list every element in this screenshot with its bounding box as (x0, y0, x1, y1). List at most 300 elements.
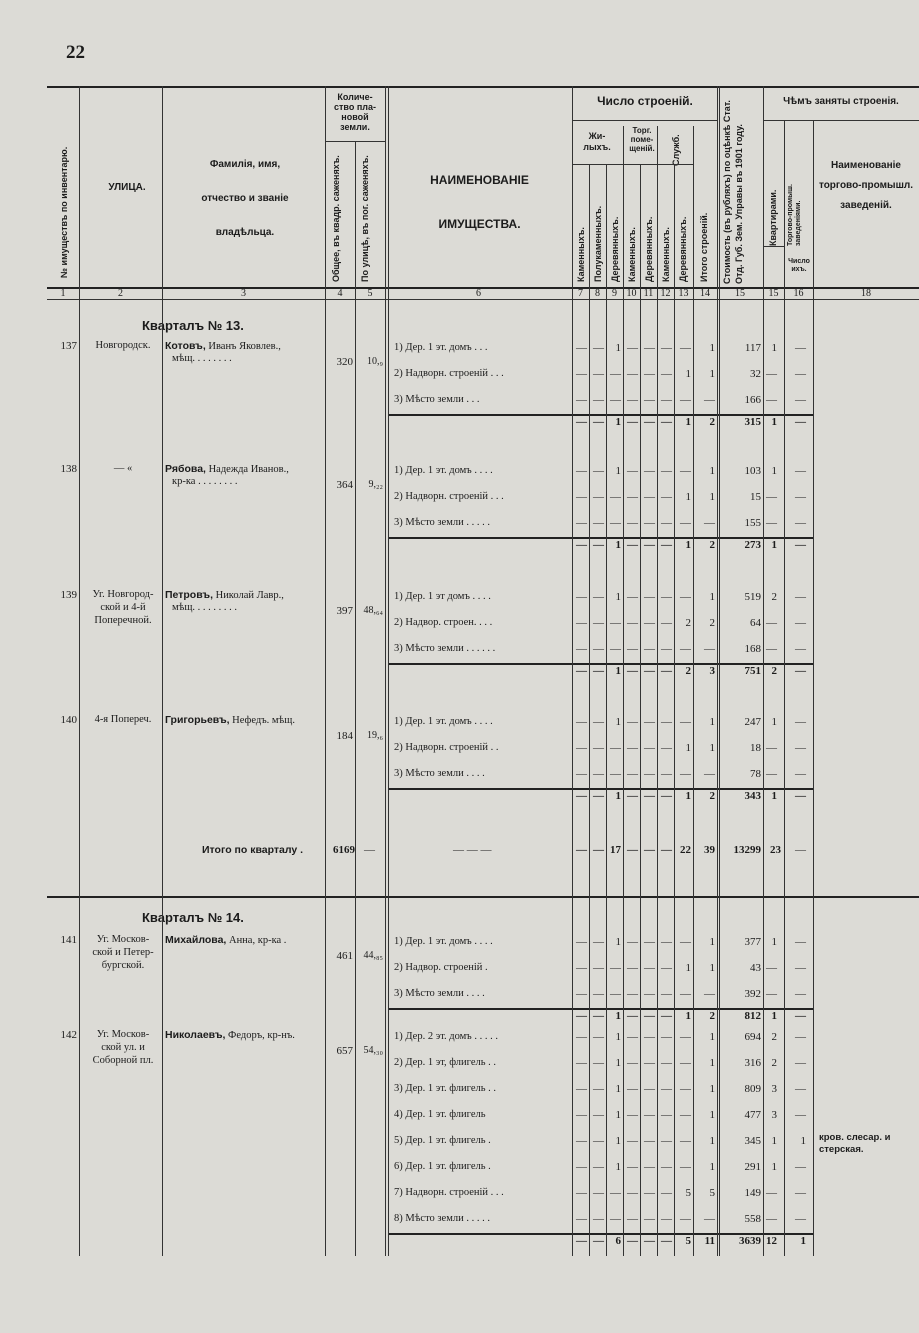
trade-count: — (795, 394, 806, 406)
building-count-cell: — (627, 1057, 638, 1069)
apartments-count: 1 (771, 716, 777, 728)
building-count-cell: — (627, 988, 638, 1000)
property-item-name: 2) Надвор. строен. . . . (394, 617, 493, 628)
trade-subtotal: — (795, 665, 806, 677)
building-count-cell: — (576, 517, 587, 529)
trade-count: — (795, 988, 806, 1000)
building-count-cell: — (610, 768, 621, 780)
cost-value: 247 (744, 716, 761, 728)
owner-rank: кр-ка . . . . . . . . (172, 476, 238, 487)
cost-value: 377 (744, 936, 761, 948)
trade-count: — (795, 1187, 806, 1199)
cost-value: 558 (744, 1213, 761, 1225)
building-count-cell: — (627, 491, 638, 503)
building-count-cell: — (644, 790, 655, 802)
trade-count: — (795, 768, 806, 780)
trade-count: — (795, 1161, 806, 1173)
building-count-cell: — (627, 1213, 638, 1225)
col13-header: Деревянныхъ. (678, 216, 688, 282)
property-item-name: 4) Дер. 1 эт. флигель (394, 1109, 486, 1120)
col-street-front-header: По улицѣ, въ пог. саженяхъ. (360, 155, 370, 282)
building-count-cell: — (644, 643, 655, 655)
building-count-cell: — (661, 491, 672, 503)
building-count-cell: 5 (685, 1187, 691, 1199)
cost-subtotal: 315 (744, 416, 761, 428)
apartments-count: — (766, 643, 777, 655)
building-count-cell: 2 (709, 539, 715, 551)
street-name: Поперечной. (94, 615, 152, 626)
building-count-cell: 1 (709, 962, 715, 974)
building-count-cell: — (680, 1031, 691, 1043)
trade-count: — (795, 1083, 806, 1095)
building-count-cell: — (610, 491, 621, 503)
street-name: — « (113, 463, 133, 474)
land-group-header: Количе- ство пла- новой земли. (334, 92, 376, 132)
cost-value: 519 (744, 591, 761, 603)
trade-count: — (795, 465, 806, 477)
building-count-cell: — (661, 1057, 672, 1069)
property-item-name: 2) Надворн. строеній . . . (394, 368, 504, 379)
property-item-name: 1) Дер. 1 эт. домъ . . . (394, 342, 488, 353)
building-count-cell: — (627, 517, 638, 529)
building-count-cell: — (661, 539, 672, 551)
col15-header: Стоимость (въ рубляхъ) по оцѣнкѣ Стат. Отд. Губ. Зем. Управы въ 1901 году. (722, 100, 744, 284)
building-count-cell: — (644, 416, 655, 428)
building-count-cell: — (661, 1213, 672, 1225)
property-item-name: 1) Дер. 1 эт. домъ . . . . (394, 936, 493, 947)
building-count-cell: 2 (685, 617, 691, 629)
cost-value: 117 (744, 342, 761, 354)
apartments-count: 2 (771, 591, 777, 603)
cost-subtotal: 343 (744, 790, 761, 802)
building-count-cell: — (661, 465, 672, 477)
owner-given-names: Николай Лавр., (212, 590, 284, 601)
apartments-count: — (766, 368, 777, 380)
street-front: 54,₃₀ (363, 1045, 383, 1056)
apartments-count: — (766, 768, 777, 780)
cost-subtotal: 812 (744, 1010, 761, 1022)
quarter-total-label: Итого по кварталу . (202, 844, 304, 856)
total-area: 184 (336, 730, 353, 742)
building-count-cell: 2 (709, 617, 715, 629)
trade-subtotal: — (795, 790, 806, 802)
owner-name (165, 340, 281, 352)
building-count-cell: — (576, 716, 587, 728)
trade-count: — (795, 1031, 806, 1043)
building-count-cell: — (593, 844, 604, 856)
building-count-cell: — (661, 1109, 672, 1121)
building-count-cell: — (627, 962, 638, 974)
building-count-cell: — (593, 936, 604, 948)
cost-value: 316 (744, 1057, 761, 1069)
building-count-cell: — (661, 936, 672, 948)
building-count-cell: — (627, 665, 638, 677)
building-count-cell: — (627, 342, 638, 354)
building-count-cell: — (576, 665, 587, 677)
column-number: 4 (337, 288, 343, 299)
apartments-subtotal: 1 (771, 416, 777, 428)
owner-surname: Михайлова, (165, 934, 227, 946)
building-count-cell: 39 (704, 844, 715, 856)
building-count-cell: 5 (685, 1235, 691, 1247)
inventory-number: 137 (60, 340, 77, 352)
building-count-cell: 5 (709, 1187, 715, 1199)
cost-subtotal: 273 (744, 539, 761, 551)
building-count-cell: — (610, 394, 621, 406)
building-count-cell: — (576, 790, 587, 802)
building-count-cell: — (644, 1031, 655, 1043)
building-count-cell: — (627, 1109, 638, 1121)
street-name: Уг. Новгород- (92, 589, 154, 600)
building-count-cell: 1 (615, 539, 621, 551)
building-count-cell: — (644, 539, 655, 551)
street-front: 10,₉ (367, 356, 383, 367)
building-count-cell: — (593, 790, 604, 802)
building-count-cell: — (644, 1010, 655, 1022)
building-count-cell: — (704, 988, 715, 1000)
occupied-group-header: Чѣмъ заняты строенія. (783, 96, 899, 107)
col18-header: Наименованіе торгово-промышл. заведеній. (818, 160, 914, 211)
building-count-cell: — (680, 936, 691, 948)
building-count-cell: — (610, 988, 621, 1000)
building-count-cell: — (576, 368, 587, 380)
column-number: 15 (735, 288, 745, 299)
building-count-cell: — (627, 1161, 638, 1173)
building-count-cell: 1 (709, 742, 715, 754)
building-count-cell: — (627, 936, 638, 948)
building-count-cell: 1 (615, 936, 621, 948)
owner-name (165, 714, 295, 726)
column-number: 1 (60, 288, 66, 299)
buildings-group-header: Число строеній. (597, 94, 693, 108)
building-count-cell: 1 (615, 1031, 621, 1043)
trade-subtotal: — (795, 416, 806, 428)
building-count-cell: — (680, 716, 691, 728)
building-count-cell: — (610, 643, 621, 655)
owner-surname: Григорьевъ, (165, 714, 230, 726)
trade-count: — (795, 617, 806, 629)
property-item-name: 1) Дер. 2 эт. домъ . . . . . (394, 1031, 498, 1042)
column-number: 13 (678, 288, 689, 299)
street-name: Соборной пл. (92, 1055, 154, 1066)
owner-name (165, 1029, 295, 1041)
building-count-cell: — (661, 1135, 672, 1147)
building-count-cell: — (661, 517, 672, 529)
apartments-count: 2 (771, 1031, 777, 1043)
apartments-count: — (766, 517, 777, 529)
inventory-number: 139 (60, 589, 77, 601)
building-count-cell: — (627, 1083, 638, 1095)
building-count-cell: 1 (709, 1083, 715, 1095)
col16a-header: Квартирами. (768, 189, 778, 246)
building-count-cell: — (576, 465, 587, 477)
building-count-cell: 2 (709, 1010, 715, 1022)
building-count-cell: — (576, 1213, 587, 1225)
building-count-cell: — (661, 1010, 672, 1022)
apartments-count: — (766, 491, 777, 503)
building-count-cell: — (627, 1187, 638, 1199)
column-number: 11 (643, 288, 654, 299)
building-count-cell: — (627, 394, 638, 406)
building-count-cell: — (627, 591, 638, 603)
cost-value: 694 (744, 1031, 761, 1043)
building-count-cell: — (627, 1031, 638, 1043)
building-count-cell: 1 (685, 790, 691, 802)
total-area: 397 (336, 605, 353, 617)
building-count-cell: — (627, 790, 638, 802)
building-count-cell: — (704, 768, 715, 780)
building-count-cell: 1 (709, 591, 715, 603)
building-count-cell: — (576, 936, 587, 948)
owner-name (165, 934, 286, 946)
cost-value: 32 (750, 368, 761, 380)
building-count-cell: — (704, 517, 715, 529)
building-count-cell: 1 (709, 1135, 715, 1147)
building-count-cell: — (593, 716, 604, 728)
cost-value: 166 (744, 394, 761, 406)
building-count-cell: — (593, 368, 604, 380)
building-count-cell: — (644, 394, 655, 406)
owner-given-names: Иванъ Яковлев., (205, 341, 281, 352)
building-count-cell: — (661, 716, 672, 728)
building-count-cell: — (644, 742, 655, 754)
property-item-name: 7) Надворн. строеній . . . (394, 1187, 504, 1198)
property-item-name: 2) Надворн. строеній . . (394, 742, 499, 753)
building-count-cell: — (576, 988, 587, 1000)
building-count-cell: — (576, 617, 587, 629)
building-count-cell: 1 (685, 539, 691, 551)
building-count-cell: — (644, 1109, 655, 1121)
building-count-cell: — (593, 988, 604, 1000)
building-count-cell: 1 (615, 465, 621, 477)
trade-count: — (795, 742, 806, 754)
building-count-cell: 1 (709, 465, 715, 477)
apartments-count: — (766, 1213, 777, 1225)
col12-header: Каменныхъ. (661, 227, 671, 282)
street-name: Уг. Москов- (96, 1029, 150, 1040)
cost-value: 78 (750, 768, 761, 780)
building-count-cell: — (610, 368, 621, 380)
property-item-name: 8) Мѣсто земли . . . . . (394, 1213, 490, 1224)
property-item-name: 1) Дер. 1 эт. домъ . . . . (394, 716, 493, 727)
quarter-14-heading: Кварталъ № 14. (142, 910, 244, 925)
trade-header: Торг. поме- щеній. (629, 126, 655, 153)
total-area: 320 (336, 356, 353, 368)
building-count-cell: 1 (709, 1161, 715, 1173)
col8-header: Полукаменныхъ. (593, 205, 603, 282)
building-count-cell: — (593, 962, 604, 974)
building-count-cell: 17 (610, 844, 621, 856)
building-count-cell: — (644, 665, 655, 677)
building-count-cell: 1 (709, 342, 715, 354)
column-number: 10 (626, 288, 637, 299)
building-count-cell: — (644, 1083, 655, 1095)
apartments-count: 2 (771, 1057, 777, 1069)
building-count-cell: — (593, 491, 604, 503)
building-count-cell: — (576, 1010, 587, 1022)
quarter-13-heading: Кварталъ № 13. (142, 318, 244, 333)
apartments-count: 1 (771, 465, 777, 477)
building-count-cell: 2 (709, 416, 715, 428)
building-count-cell: — (680, 465, 691, 477)
street-front: 44,₈₅ (363, 950, 383, 961)
property-item-name: 2) Дер. 1 эт, флигель . . (394, 1057, 497, 1068)
column-number: 9 (612, 288, 617, 299)
street-name: Новгородск. (95, 340, 151, 351)
building-count-cell: 1 (709, 368, 715, 380)
col10-header: Каменныхъ. (627, 227, 637, 282)
apartments-subtotal: 2 (771, 665, 777, 677)
property-item-name: 2) Надворн. строеній . . . (394, 491, 504, 502)
building-count-cell: — (661, 844, 672, 856)
building-count-cell: — (644, 1161, 655, 1173)
building-count-cell: — (627, 1010, 638, 1022)
building-count-cell: — (644, 591, 655, 603)
building-count-cell: — (680, 394, 691, 406)
building-count-cell: — (661, 591, 672, 603)
building-count-cell: — (644, 491, 655, 503)
building-count-cell: — (593, 742, 604, 754)
building-count-cell: — (576, 591, 587, 603)
building-count-cell: — (644, 342, 655, 354)
building-count-cell: — (576, 416, 587, 428)
col14-header: Итого строеній. (699, 212, 709, 282)
building-count-cell: — (576, 491, 587, 503)
building-count-cell: — (704, 394, 715, 406)
building-count-cell: 1 (685, 368, 691, 380)
apartments-subtotal: 1 (771, 539, 777, 551)
building-count-cell: 2 (685, 665, 691, 677)
street-name: Уг. Москов- (96, 934, 150, 945)
building-count-cell: 11 (704, 1235, 715, 1247)
owner-given-names: Федоръ, кр-нъ. (225, 1030, 295, 1041)
building-count-cell: — (627, 768, 638, 780)
quarter-total-trade: — (795, 844, 806, 856)
building-count-cell: — (627, 416, 638, 428)
building-count-cell: 1 (685, 1010, 691, 1022)
cost-value: 291 (744, 1161, 761, 1173)
building-count-cell: 2 (709, 790, 715, 802)
trade-subtotal: — (795, 1010, 806, 1022)
owner-rank: мѣщ. . . . . . . . (172, 353, 232, 364)
trade-count: — (795, 643, 806, 655)
building-count-cell: 1 (615, 1083, 621, 1095)
building-count-cell: — (576, 1083, 587, 1095)
building-count-cell: — (593, 1161, 604, 1173)
total-area: 364 (336, 479, 353, 491)
property-item-name: 6) Дер. 1 эт. флигель . (394, 1161, 491, 1172)
trade-count: — (795, 716, 806, 728)
building-count-cell: — (680, 1213, 691, 1225)
owner-surname: Котовъ, (165, 340, 206, 352)
col-inventory-number-header: № имуществъ по инвентарю. (59, 146, 69, 278)
building-count-cell: 1 (709, 491, 715, 503)
apartments-subtotal: 1 (771, 1010, 777, 1022)
total-area: 657 (336, 1045, 353, 1057)
col11-header: Деревянныхъ. (644, 216, 654, 282)
building-count-cell: — (661, 416, 672, 428)
trade-count: — (795, 342, 806, 354)
building-count-cell: — (661, 617, 672, 629)
street-name: бургской. (101, 960, 145, 971)
page-number: 22 (66, 42, 85, 63)
building-count-cell: — (644, 844, 655, 856)
apartments-count: — (766, 617, 777, 629)
building-count-cell: 1 (615, 342, 621, 354)
cost-value: 392 (744, 988, 761, 1000)
building-count-cell: — (661, 665, 672, 677)
building-count-cell: — (593, 1010, 604, 1022)
owner-name (165, 589, 284, 601)
building-count-cell: — (661, 768, 672, 780)
building-count-cell: 1 (709, 716, 715, 728)
building-count-cell: — (661, 1161, 672, 1173)
building-count-cell: — (661, 394, 672, 406)
building-count-cell: — (644, 1135, 655, 1147)
service-header: Служб. (671, 134, 681, 166)
building-count-cell: — (661, 1235, 672, 1247)
column-number: 16 (793, 288, 804, 299)
property-item-name: 3) Мѣсто земли . . . . . (394, 517, 490, 528)
column-number: 6 (476, 288, 481, 299)
building-count-cell: — (576, 742, 587, 754)
building-count-cell: 1 (615, 591, 621, 603)
column-number: 2 (118, 288, 123, 299)
building-count-cell: — (644, 617, 655, 629)
building-count-cell: — (644, 465, 655, 477)
building-count-cell: — (661, 988, 672, 1000)
trade-count: 1 (800, 1135, 806, 1147)
building-count-cell: — (704, 1213, 715, 1225)
property-item-name: 1) Дер. 1 эт домъ . . . . (394, 591, 491, 602)
building-count-cell: — (680, 1083, 691, 1095)
building-count-cell: — (593, 342, 604, 354)
building-count-cell: — (576, 539, 587, 551)
building-count-cell: — (576, 962, 587, 974)
column-number: 12 (660, 288, 671, 299)
building-count-cell: — (593, 1213, 604, 1225)
property-item-name: 3) Мѣсто земли . . . . (394, 988, 485, 999)
building-count-cell: 1 (709, 1057, 715, 1069)
trade-subtotal: — (795, 539, 806, 551)
building-count-cell: 1 (685, 491, 691, 503)
building-count-cell: — (593, 617, 604, 629)
cost-value: 43 (750, 962, 761, 974)
column-number: 8 (595, 288, 600, 299)
building-count-cell: — (680, 1109, 691, 1121)
quarter-total-cost: 13299 (733, 844, 761, 856)
cost-value: 15 (750, 491, 761, 503)
building-count-cell: — (593, 768, 604, 780)
col16b-header: Торгово-промыш. заведеніями. (787, 184, 802, 246)
cost-value: 64 (750, 617, 761, 629)
col7-header: Каменныхъ. (576, 227, 586, 282)
building-count-cell: — (661, 643, 672, 655)
inventory-table (47, 86, 919, 1256)
trade-count: — (795, 517, 806, 529)
apartments-count: 3 (771, 1083, 777, 1095)
col-total-area-header: Общее, въ квадр. саженяхъ. (331, 155, 341, 282)
living-header: Жи- лыхъ. (583, 131, 611, 152)
building-count-cell: — (576, 394, 587, 406)
cost-subtotal: 751 (744, 665, 761, 677)
inventory-number: 138 (60, 463, 77, 475)
building-count-cell: 1 (685, 742, 691, 754)
col-property-name-header: НАИМЕНОВАНІЕ ИМУЩЕСТВА. (430, 173, 529, 231)
trade-count: — (795, 1057, 806, 1069)
building-count-cell: — (661, 742, 672, 754)
trade-subtotal: 1 (800, 1235, 806, 1247)
